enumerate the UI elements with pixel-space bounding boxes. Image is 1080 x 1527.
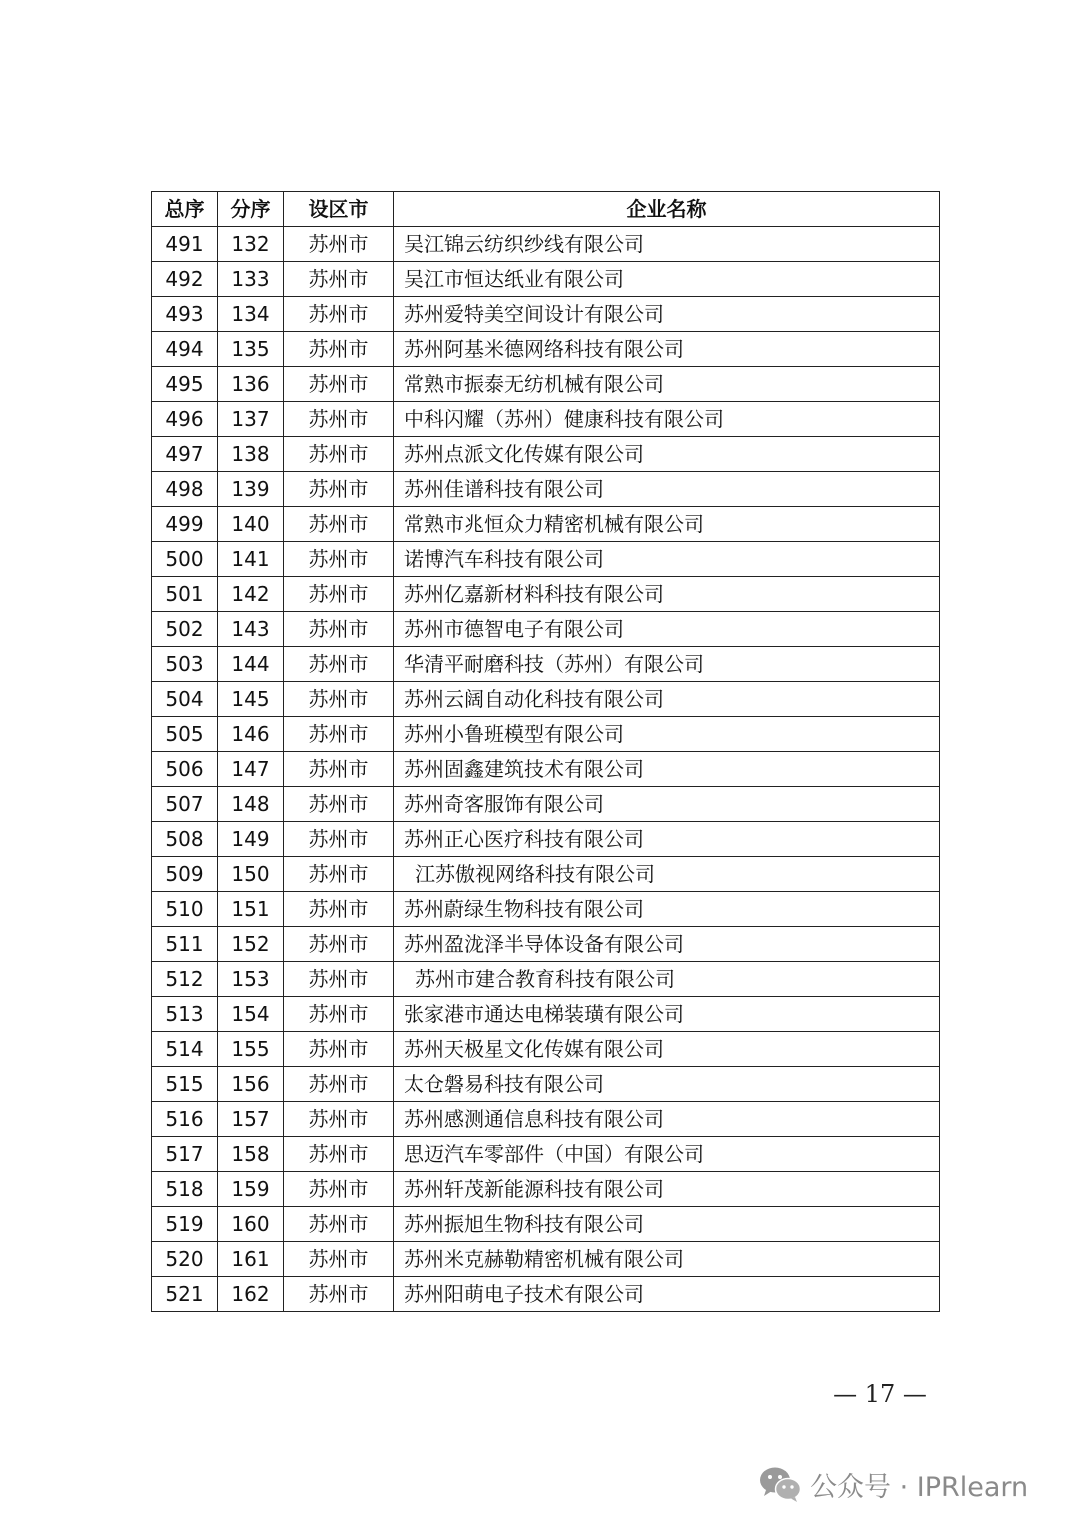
table-row xyxy=(152,997,940,1032)
table-row xyxy=(152,682,940,717)
cell-company-name: 苏州阿基米德网络科技有限公司 xyxy=(394,332,940,367)
cell-company-name: 吴江锦云纺织纱线有限公司 xyxy=(394,227,940,262)
cell-company-name: 苏州爱特美空间设计有限公司 xyxy=(394,297,940,332)
cell-city: 苏州市 xyxy=(284,227,394,262)
cell-sub-index: 140 xyxy=(218,507,284,542)
table-row xyxy=(152,1137,940,1172)
cell-total-index: 512 xyxy=(152,962,218,997)
table-row xyxy=(152,717,940,752)
cell-city: 苏州市 xyxy=(284,297,394,332)
cell-total-index: 518 xyxy=(152,1172,218,1207)
cell-sub-index: 145 xyxy=(218,682,284,717)
table-row xyxy=(152,542,940,577)
table-row xyxy=(152,1242,940,1277)
cell-sub-index: 146 xyxy=(218,717,284,752)
cell-total-index: 506 xyxy=(152,752,218,787)
cell-sub-index: 152 xyxy=(218,927,284,962)
cell-company-name: 苏州天极星文化传媒有限公司 xyxy=(394,1032,940,1067)
cell-city: 苏州市 xyxy=(284,612,394,647)
table-row xyxy=(152,227,940,262)
wechat-icon xyxy=(758,1464,802,1504)
cell-sub-index: 151 xyxy=(218,892,284,927)
cell-city: 苏州市 xyxy=(284,892,394,927)
cell-company-name: 常熟市兆恒众力精密机械有限公司 xyxy=(394,507,940,542)
table-row xyxy=(152,927,940,962)
cell-sub-index: 155 xyxy=(218,1032,284,1067)
cell-total-index: 502 xyxy=(152,612,218,647)
cell-sub-index: 154 xyxy=(218,997,284,1032)
cell-sub-index: 149 xyxy=(218,822,284,857)
cell-company-name: 苏州点派文化传媒有限公司 xyxy=(394,437,940,472)
cell-city: 苏州市 xyxy=(284,1137,394,1172)
cell-total-index: 500 xyxy=(152,542,218,577)
cell-city: 苏州市 xyxy=(284,472,394,507)
cell-city: 苏州市 xyxy=(284,577,394,612)
cell-city: 苏州市 xyxy=(284,927,394,962)
cell-city: 苏州市 xyxy=(284,402,394,437)
cell-sub-index: 141 xyxy=(218,542,284,577)
cell-city: 苏州市 xyxy=(284,1242,394,1277)
cell-total-index: 492 xyxy=(152,262,218,297)
cell-company-name: 中科闪耀（苏州）健康科技有限公司 xyxy=(394,402,940,437)
cell-total-index: 498 xyxy=(152,472,218,507)
table-row xyxy=(152,367,940,402)
cell-city: 苏州市 xyxy=(284,647,394,682)
cell-sub-index: 157 xyxy=(218,1102,284,1137)
cell-company-name: 苏州云阔自动化科技有限公司 xyxy=(394,682,940,717)
table-header-row xyxy=(152,192,940,227)
cell-city: 苏州市 xyxy=(284,962,394,997)
table-row xyxy=(152,262,940,297)
cell-company-name: 苏州小鲁班模型有限公司 xyxy=(394,717,940,752)
cell-city: 苏州市 xyxy=(284,717,394,752)
cell-sub-index: 132 xyxy=(218,227,284,262)
cell-city: 苏州市 xyxy=(284,437,394,472)
cell-total-index: 507 xyxy=(152,787,218,822)
cell-city: 苏州市 xyxy=(284,752,394,787)
cell-company-name: 苏州阳萌电子技术有限公司 xyxy=(394,1277,940,1312)
cell-company-name: 江苏傲视网络科技有限公司 xyxy=(394,857,940,892)
cell-city: 苏州市 xyxy=(284,1067,394,1102)
table-row xyxy=(152,1207,940,1242)
cell-company-name: 苏州亿嘉新材料科技有限公司 xyxy=(394,577,940,612)
cell-company-name: 苏州市建合教育科技有限公司 xyxy=(394,962,940,997)
cell-city: 苏州市 xyxy=(284,367,394,402)
cell-total-index: 513 xyxy=(152,997,218,1032)
cell-sub-index: 144 xyxy=(218,647,284,682)
cell-total-index: 504 xyxy=(152,682,218,717)
cell-total-index: 491 xyxy=(152,227,218,262)
header-sub-index: 分序 xyxy=(218,192,284,227)
cell-sub-index: 142 xyxy=(218,577,284,612)
cell-total-index: 515 xyxy=(152,1067,218,1102)
cell-company-name: 苏州正心医疗科技有限公司 xyxy=(394,822,940,857)
cell-city: 苏州市 xyxy=(284,682,394,717)
cell-total-index: 501 xyxy=(152,577,218,612)
cell-company-name: 常熟市振泰无纺机械有限公司 xyxy=(394,367,940,402)
cell-city: 苏州市 xyxy=(284,1277,394,1312)
cell-sub-index: 160 xyxy=(218,1207,284,1242)
cell-sub-index: 153 xyxy=(218,962,284,997)
cell-city: 苏州市 xyxy=(284,997,394,1032)
cell-total-index: 511 xyxy=(152,927,218,962)
cell-total-index: 495 xyxy=(152,367,218,402)
cell-company-name: 苏州佳谱科技有限公司 xyxy=(394,472,940,507)
table-row xyxy=(152,787,940,822)
table-row xyxy=(152,577,940,612)
cell-city: 苏州市 xyxy=(284,1172,394,1207)
cell-company-name: 华清平耐磨科技（苏州）有限公司 xyxy=(394,647,940,682)
cell-company-name: 太仓磐易科技有限公司 xyxy=(394,1067,940,1102)
table-body xyxy=(152,227,940,1312)
cell-sub-index: 134 xyxy=(218,297,284,332)
cell-sub-index: 137 xyxy=(218,402,284,437)
cell-city: 苏州市 xyxy=(284,262,394,297)
cell-total-index: 517 xyxy=(152,1137,218,1172)
cell-sub-index: 136 xyxy=(218,367,284,402)
cell-city: 苏州市 xyxy=(284,507,394,542)
table-row xyxy=(152,857,940,892)
cell-sub-index: 143 xyxy=(218,612,284,647)
cell-sub-index: 156 xyxy=(218,1067,284,1102)
cell-sub-index: 162 xyxy=(218,1277,284,1312)
cell-total-index: 493 xyxy=(152,297,218,332)
cell-total-index: 497 xyxy=(152,437,218,472)
table-row xyxy=(152,1277,940,1312)
cell-city: 苏州市 xyxy=(284,787,394,822)
table-row xyxy=(152,437,940,472)
cell-company-name: 诺博汽车科技有限公司 xyxy=(394,542,940,577)
cell-total-index: 519 xyxy=(152,1207,218,1242)
cell-total-index: 494 xyxy=(152,332,218,367)
cell-sub-index: 159 xyxy=(218,1172,284,1207)
cell-company-name: 张家港市通达电梯装璜有限公司 xyxy=(394,997,940,1032)
cell-city: 苏州市 xyxy=(284,1102,394,1137)
cell-company-name: 苏州市德智电子有限公司 xyxy=(394,612,940,647)
table-row xyxy=(152,962,940,997)
cell-sub-index: 148 xyxy=(218,787,284,822)
cell-total-index: 520 xyxy=(152,1242,218,1277)
table-row xyxy=(152,612,940,647)
table-row xyxy=(152,822,940,857)
header-city: 设区市 xyxy=(284,192,394,227)
table-row xyxy=(152,647,940,682)
cell-company-name: 苏州奇客服饰有限公司 xyxy=(394,787,940,822)
table-row xyxy=(152,332,940,367)
table-row xyxy=(152,1032,940,1067)
cell-company-name: 苏州盈泷泽半导体设备有限公司 xyxy=(394,927,940,962)
cell-city: 苏州市 xyxy=(284,332,394,367)
cell-total-index: 514 xyxy=(152,1032,218,1067)
header-company-name: 企业名称 xyxy=(394,192,940,227)
cell-total-index: 509 xyxy=(152,857,218,892)
table-row xyxy=(152,402,940,437)
cell-sub-index: 133 xyxy=(218,262,284,297)
cell-sub-index: 147 xyxy=(218,752,284,787)
cell-sub-index: 161 xyxy=(218,1242,284,1277)
cell-sub-index: 138 xyxy=(218,437,284,472)
table-row xyxy=(152,472,940,507)
cell-city: 苏州市 xyxy=(284,542,394,577)
cell-company-name: 苏州蔚绿生物科技有限公司 xyxy=(394,892,940,927)
table-row xyxy=(152,1067,940,1102)
cell-sub-index: 139 xyxy=(218,472,284,507)
cell-total-index: 510 xyxy=(152,892,218,927)
cell-total-index: 521 xyxy=(152,1277,218,1312)
cell-total-index: 496 xyxy=(152,402,218,437)
cell-total-index: 508 xyxy=(152,822,218,857)
cell-total-index: 503 xyxy=(152,647,218,682)
table-row xyxy=(152,752,940,787)
cell-company-name: 苏州固鑫建筑技术有限公司 xyxy=(394,752,940,787)
cell-city: 苏州市 xyxy=(284,1207,394,1242)
table-row xyxy=(152,1172,940,1207)
table-row xyxy=(152,297,940,332)
cell-company-name: 苏州米克赫勒精密机械有限公司 xyxy=(394,1242,940,1277)
cell-city: 苏州市 xyxy=(284,822,394,857)
cell-total-index: 516 xyxy=(152,1102,218,1137)
cell-sub-index: 135 xyxy=(218,332,284,367)
watermark xyxy=(758,1462,1028,1506)
watermark-text: 公众号 · IPRlearn xyxy=(810,1471,1029,1503)
cell-company-name: 思迈汽车零部件（中国）有限公司 xyxy=(394,1137,940,1172)
page-number: — 17 — xyxy=(833,1380,927,1408)
table-row xyxy=(152,507,940,542)
cell-company-name: 苏州感测通信息科技有限公司 xyxy=(394,1102,940,1137)
cell-company-name: 吴江市恒达纸业有限公司 xyxy=(394,262,940,297)
cell-city: 苏州市 xyxy=(284,857,394,892)
header-total-index: 总序 xyxy=(152,192,218,227)
cell-total-index: 505 xyxy=(152,717,218,752)
cell-sub-index: 150 xyxy=(218,857,284,892)
cell-total-index: 499 xyxy=(152,507,218,542)
cell-city: 苏州市 xyxy=(284,1032,394,1067)
cell-company-name: 苏州振旭生物科技有限公司 xyxy=(394,1207,940,1242)
table-row xyxy=(152,892,940,927)
cell-company-name: 苏州轩茂新能源科技有限公司 xyxy=(394,1172,940,1207)
table-row xyxy=(152,1102,940,1137)
cell-sub-index: 158 xyxy=(218,1137,284,1172)
enterprise-table xyxy=(151,191,940,1312)
